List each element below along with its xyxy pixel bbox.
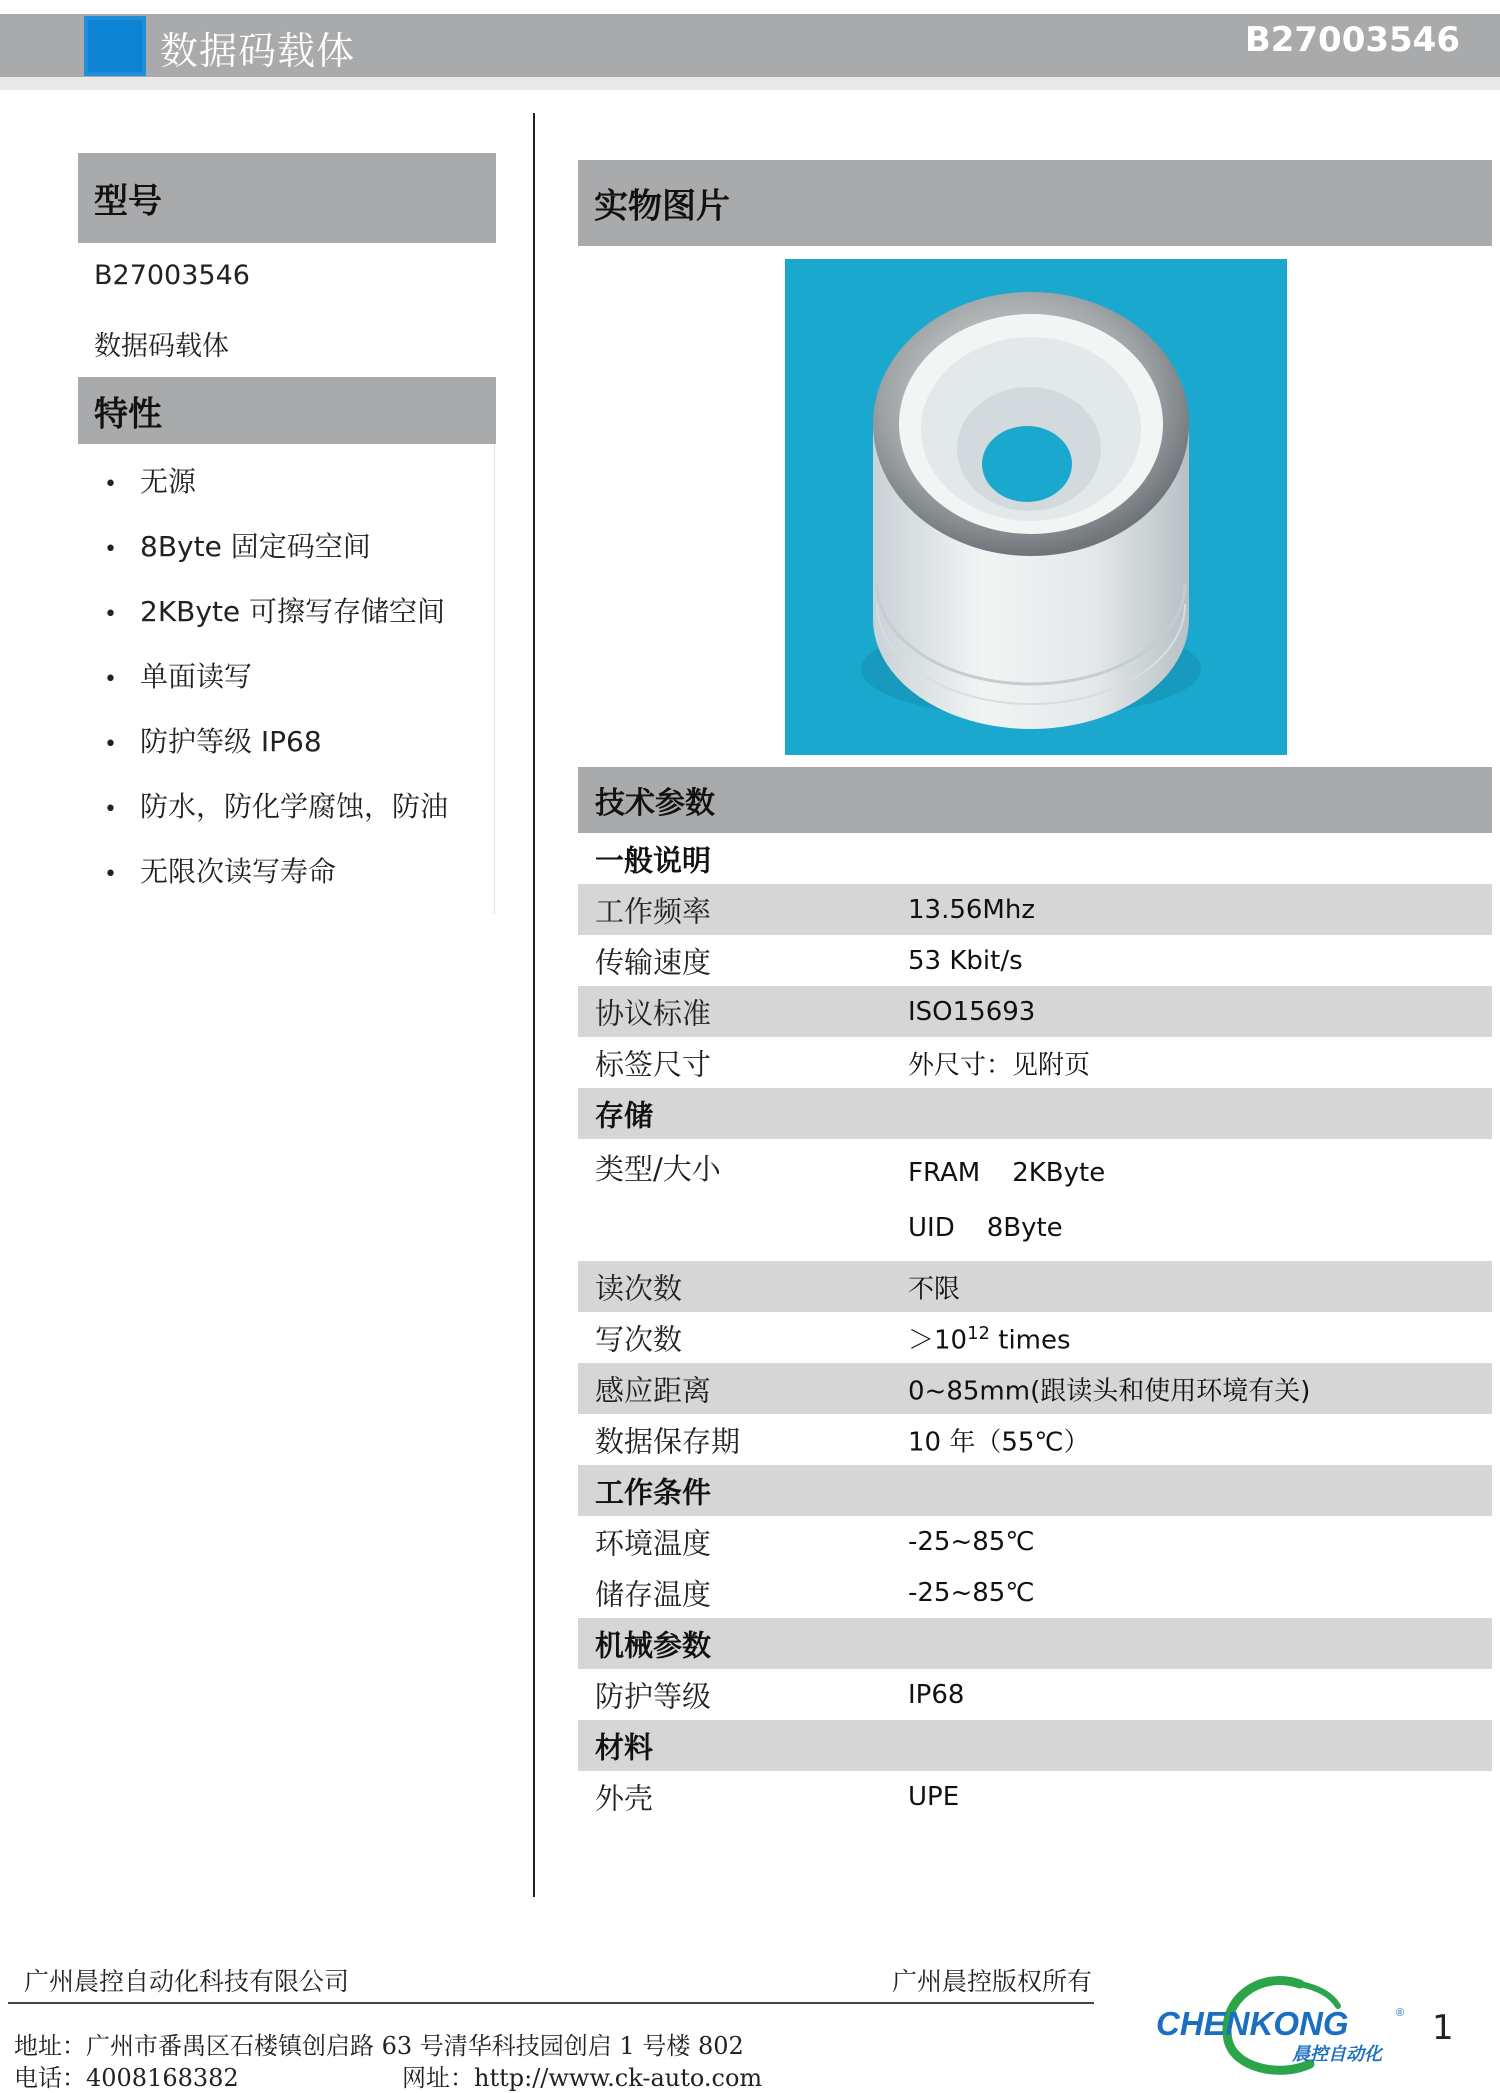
footer-phone: 电话：4008168382 [14, 2064, 239, 2092]
features-heading-box [78, 377, 496, 444]
header-title: 数据码载体 [160, 29, 356, 73]
section-row: 工作条件 [578, 1465, 1492, 1516]
table-row: 写次数 $>10^{12}$ times [578, 1312, 1492, 1363]
tech-table [578, 767, 1492, 1822]
bullet-icon: • [104, 667, 117, 692]
feature-item: • 防护等级 IP68 [104, 725, 322, 758]
table-row: 协议标准 ISO15693 [578, 986, 1492, 1037]
table-row: 环境温度 -25~85℃ [595, 1526, 1035, 1560]
feature-item: • 无源 [104, 465, 197, 498]
top-strip [0, 0, 1500, 14]
tech-title-row: 技术参数 [578, 767, 1492, 833]
table-row: 外壳 UPE [595, 1781, 960, 1815]
header-underline [0, 77, 1500, 90]
write-count-value: $>10^{12}$ times [908, 1322, 1071, 1355]
table-row: 感应距离 0~85mm(跟读头和使用环境有关) [578, 1363, 1492, 1414]
section-row: 一般说明 [595, 843, 712, 877]
section-row: 材料 [578, 1720, 1492, 1771]
photo-heading-box [578, 160, 1492, 246]
feature-item: • 单面读写 [104, 660, 253, 693]
bullet-icon: • [104, 862, 117, 887]
table-row: 标签尺寸 外尺寸：见附页 [595, 1047, 1091, 1081]
table-row: 传输速度 53 Kbit/s [595, 945, 1023, 979]
chenkong-logo-icon [1150, 1960, 1410, 2088]
footer-company: 广州晨控自动化科技有限公司 [24, 1967, 350, 1996]
logo-subtext: 晨控自动化 [1292, 2044, 1382, 2065]
model-number: B27003546 [94, 260, 250, 291]
model-heading-box [78, 153, 496, 243]
features-border [494, 444, 495, 914]
footer-website: 网址：http://www.ck-auto.com [402, 2064, 763, 2092]
table-row: 类型/大小 FRAM 2KByte UID 8Byte [595, 1152, 1106, 1243]
page-number: 1 [1432, 2008, 1454, 2048]
bullet-icon: • [104, 537, 117, 562]
section-row: 机械参数 [578, 1618, 1492, 1669]
storage-type-line-2: UID 8Byte [908, 1213, 1063, 1243]
table-row: 读次数 不限 [578, 1261, 1492, 1312]
feature-item: • 2KByte 可擦写存储空间 [104, 595, 446, 628]
header-product-code: B27003546 [1244, 20, 1460, 60]
svg-text:®: ® [1396, 2007, 1405, 2019]
features-heading: 特性 [94, 394, 162, 434]
company-logo [1150, 1960, 1410, 2088]
table-row: 储存温度 -25~85℃ [595, 1577, 1035, 1611]
footer-copyright: 广州晨控版权所有 [892, 1967, 1093, 1996]
product-photo [785, 259, 1287, 755]
product-ring-image [785, 259, 1287, 755]
feature-item: • 无限次读写寿命 [104, 855, 337, 888]
header-blue-square-icon [84, 16, 146, 76]
model-name: 数据码载体 [94, 331, 229, 362]
model-heading: 型号 [94, 181, 162, 222]
photo-heading: 实物图片 [594, 186, 730, 227]
feature-item: • 防水，防化学腐蚀，防油 [104, 790, 449, 823]
bullet-icon: • [104, 602, 117, 627]
table-row: 工作频率 13.56Mhz [578, 884, 1492, 935]
table-row: 防护等级 IP68 [595, 1679, 965, 1713]
column-divider [533, 113, 535, 1897]
bullet-icon: • [104, 472, 117, 497]
feature-item: • 8Byte 固定码空间 [104, 530, 371, 563]
section-row: 存储 [578, 1088, 1492, 1139]
bullet-icon: • [104, 797, 117, 822]
footer-address: 地址：广州市番禺区石楼镇创启路 63 号清华科技园创启 1 号楼 802 [14, 2032, 744, 2060]
storage-type-line-1: FRAM 2KByte [908, 1158, 1106, 1188]
logo-text: CHENKONG [1156, 2005, 1349, 2042]
bullet-icon: • [104, 732, 117, 757]
table-row: 数据保存期 10 年（55℃） [595, 1424, 1090, 1458]
footer-divider [8, 2002, 1094, 2004]
